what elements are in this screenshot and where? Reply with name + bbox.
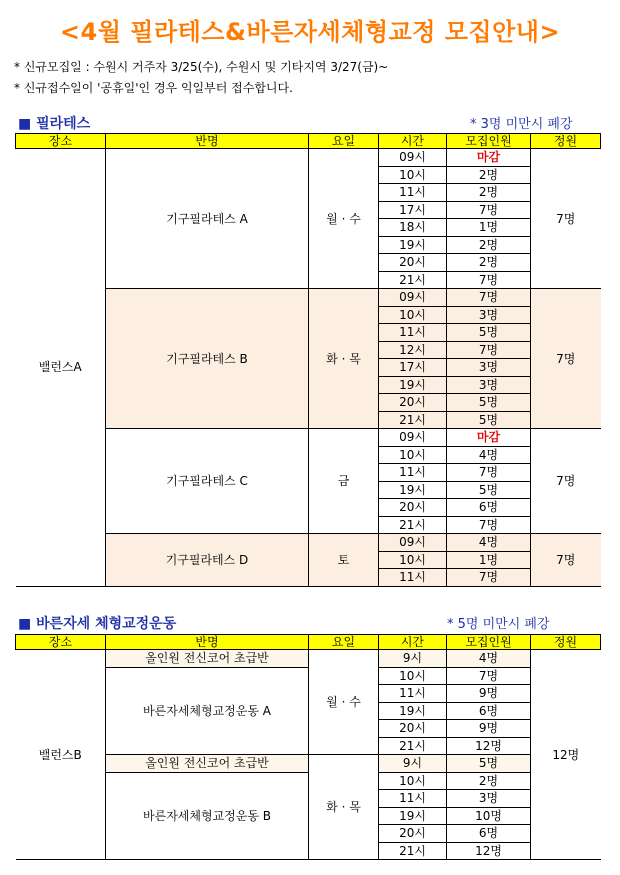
class-name-cell: 기구필라테스 B [106, 289, 309, 429]
header-time: 시간 [379, 635, 447, 650]
time-cell: 19시 [379, 702, 447, 720]
openings-cell: 9명 [447, 685, 531, 703]
openings-cell: 4명 [447, 534, 531, 552]
time-cell: 10시 [379, 551, 447, 569]
class-name-cell: 올인원 전신코어 초급반 [106, 755, 309, 773]
time-cell: 17시 [379, 359, 447, 377]
notice-recruit-date: * 신규모집일 : 수원시 거주자 3/25(수), 수원시 및 기타지역 3/27(금)~ [14, 60, 389, 74]
openings-cell: 7명 [447, 201, 531, 219]
time-cell: 19시 [379, 481, 447, 499]
openings-cell: 3명 [447, 790, 531, 808]
header-place: 장소 [16, 134, 106, 149]
time-cell: 17시 [379, 201, 447, 219]
openings-cell: 7명 [447, 464, 531, 482]
day-cell: 월 · 수 [309, 149, 379, 289]
posture-section-title: ■ 바른자세 체형교정운동 [18, 616, 177, 632]
time-cell: 12시 [379, 341, 447, 359]
time-cell: 11시 [379, 464, 447, 482]
place-cell: 밸런스B [16, 650, 106, 860]
openings-cell: 5명 [447, 394, 531, 412]
class-name-cell: 올인원 전신코어 초급반 [106, 650, 309, 668]
capacity-cell: 12명 [531, 650, 601, 860]
openings-cell: 3명 [447, 306, 531, 324]
time-cell: 21시 [379, 271, 447, 289]
pilates-schedule-table [15, 133, 601, 587]
time-cell: 9시 [379, 755, 447, 773]
capacity-cell: 7명 [531, 534, 601, 587]
pilates-cancel-note: * 3명 미만시 폐강 [470, 117, 573, 132]
place-cell: 밸런스A [16, 149, 106, 587]
openings-cell: 7명 [447, 271, 531, 289]
openings-cell: 7명 [447, 289, 531, 307]
capacity-cell: 7명 [531, 429, 601, 534]
openings-cell: 9명 [447, 720, 531, 738]
time-cell: 09시 [379, 429, 447, 447]
time-cell: 21시 [379, 842, 447, 860]
posture-schedule-table [15, 634, 601, 860]
time-cell: 21시 [379, 737, 447, 755]
header-day: 요일 [309, 134, 379, 149]
class-name-cell: 바른자세체형교정운동 B [106, 772, 309, 860]
table-header-row [16, 134, 601, 149]
time-cell: 20시 [379, 254, 447, 272]
time-cell: 9시 [379, 650, 447, 668]
class-name-cell: 기구필라테스 C [106, 429, 309, 534]
day-cell: 월 · 수 [309, 650, 379, 755]
pilates-section-title: ■ 필라테스 [18, 116, 91, 132]
openings-cell: 마감 [447, 429, 531, 447]
time-cell: 11시 [379, 790, 447, 808]
header-day: 요일 [309, 635, 379, 650]
time-cell: 21시 [379, 516, 447, 534]
time-cell: 10시 [379, 306, 447, 324]
table-row [16, 149, 601, 167]
class-name-cell: 기구필라테스 A [106, 149, 309, 289]
posture-cancel-note: * 5명 미만시 폐강 [447, 617, 550, 632]
day-cell: 화 · 목 [309, 289, 379, 429]
capacity-cell: 7명 [531, 149, 601, 289]
time-cell: 10시 [379, 166, 447, 184]
time-cell: 21시 [379, 411, 447, 429]
header-class-name: 반명 [106, 635, 309, 650]
header-openings: 모집인원 [447, 134, 531, 149]
header-class-name: 반명 [106, 134, 309, 149]
notice-holiday: * 신규접수일이 '공휴일'인 경우 익일부터 접수합니다. [14, 81, 293, 95]
table-header-row [16, 635, 601, 650]
time-cell: 10시 [379, 667, 447, 685]
day-cell: 화 · 목 [309, 755, 379, 860]
openings-cell: 2명 [447, 236, 531, 254]
time-cell: 19시 [379, 807, 447, 825]
table-row [16, 650, 601, 668]
time-cell: 10시 [379, 772, 447, 790]
openings-cell: 4명 [447, 446, 531, 464]
header-time: 시간 [379, 134, 447, 149]
time-cell: 18시 [379, 219, 447, 237]
time-cell: 11시 [379, 685, 447, 703]
openings-cell: 6명 [447, 499, 531, 517]
header-capacity: 정원 [531, 134, 601, 149]
time-cell: 20시 [379, 394, 447, 412]
openings-cell: 2명 [447, 772, 531, 790]
time-cell: 20시 [379, 825, 447, 843]
time-cell: 19시 [379, 236, 447, 254]
header-capacity: 정원 [531, 635, 601, 650]
openings-cell: 7명 [447, 667, 531, 685]
time-cell: 10시 [379, 446, 447, 464]
openings-cell: 6명 [447, 825, 531, 843]
openings-cell: 2명 [447, 254, 531, 272]
time-cell: 20시 [379, 499, 447, 517]
time-cell: 09시 [379, 289, 447, 307]
header-openings: 모집인원 [447, 635, 531, 650]
time-cell: 11시 [379, 324, 447, 342]
openings-cell: 12명 [447, 842, 531, 860]
openings-cell: 12명 [447, 737, 531, 755]
class-name-cell: 기구필라테스 D [106, 534, 309, 587]
openings-cell: 7명 [447, 516, 531, 534]
openings-cell: 1명 [447, 219, 531, 237]
openings-cell: 마감 [447, 149, 531, 167]
page-title: <4월 필라테스&바른자세체형교정 모집안내> [59, 18, 561, 46]
openings-cell: 10명 [447, 807, 531, 825]
openings-cell: 5명 [447, 411, 531, 429]
openings-cell: 5명 [447, 755, 531, 773]
time-cell: 09시 [379, 534, 447, 552]
openings-cell: 7명 [447, 341, 531, 359]
time-cell: 19시 [379, 376, 447, 394]
time-cell: 20시 [379, 720, 447, 738]
openings-cell: 6명 [447, 702, 531, 720]
time-cell: 09시 [379, 149, 447, 167]
capacity-cell: 7명 [531, 289, 601, 429]
openings-cell: 3명 [447, 359, 531, 377]
day-cell: 금 [309, 429, 379, 534]
day-cell: 토 [309, 534, 379, 587]
openings-cell: 3명 [447, 376, 531, 394]
openings-cell: 2명 [447, 166, 531, 184]
openings-cell: 1명 [447, 551, 531, 569]
openings-cell: 7명 [447, 569, 531, 587]
openings-cell: 5명 [447, 481, 531, 499]
openings-cell: 4명 [447, 650, 531, 668]
class-name-cell: 바른자세체형교정운동 A [106, 667, 309, 755]
openings-cell: 5명 [447, 324, 531, 342]
time-cell: 11시 [379, 184, 447, 202]
openings-cell: 2명 [447, 184, 531, 202]
time-cell: 11시 [379, 569, 447, 587]
header-place: 장소 [16, 635, 106, 650]
